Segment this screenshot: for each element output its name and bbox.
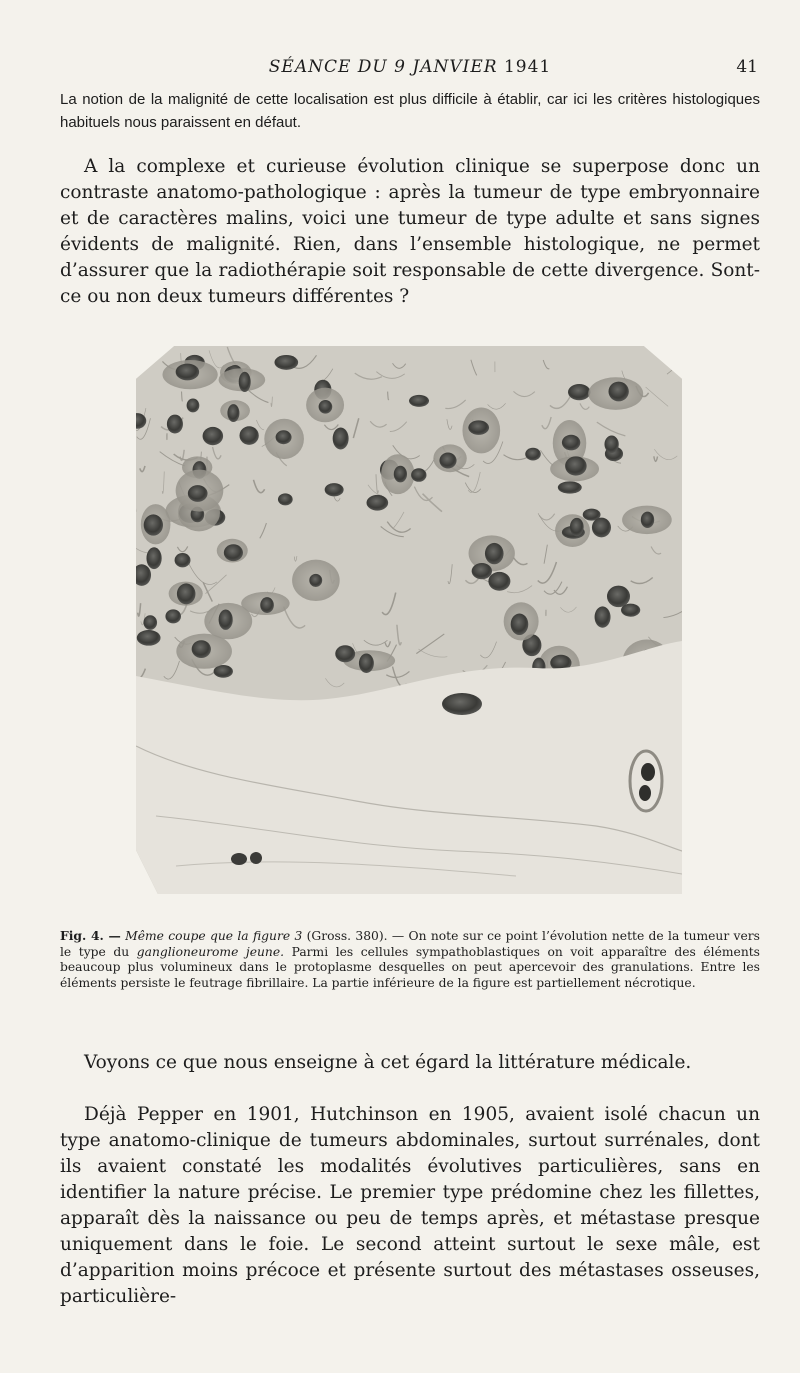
paragraph-pepper-hutchinson: Déjà Pepper en 1901, Hutchinson en 1905, avaient isolé chacun un type anatomo-clinique de tumeurs abdominales, surtout surrénales, dont ils avaient constaté les modalités évolutives particulières, sans en identifier la nature précise. Le premier type prédomine chez les fillettes, apparaît dès la naissance ou peu de temps après, et métastase presque uniquement dans le foie. Le second atteint surtout le sexe mâle, est d’apparition moins précoce et présente surtout des métastases osseuses, particulière-	[60, 1104, 760, 1307]
figure-caption	[60, 928, 760, 991]
running-title-year: 1941	[503, 57, 552, 77]
running-header	[60, 57, 760, 81]
paragraph-contraste: A la complexe et curieuse évolution clinique se superpose donc un contraste anatomo-pathologique : après la tumeur de type embryonnaire et de caractères malins, voici une tumeur de type adulte et sans signes évidents de malignité. Rien, dans l’ensemble histologique, ne permet d’assurer que la radiothérapie soit responsable de cette divergence. Sont-ce ou non deux tumeurs différentes ?	[60, 156, 760, 307]
running-title	[60, 57, 760, 77]
running-title-text: SÉANCE DU 9 JANVIER	[268, 57, 498, 77]
caption-magnification: (Gross. 380). —	[306, 929, 405, 943]
caption-term: ganglioneurome jeune.	[136, 944, 285, 959]
caption-reference: Même coupe que la figure 3	[125, 929, 303, 943]
figure-4-micrograph	[136, 346, 682, 894]
page-number: 41	[736, 57, 758, 77]
caption-text-2: Parmi les cellules sympathoblastiques on voit apparaître des éléments beaucoup plus volumineux dans le protoplasme desquelles on peut apercevoir des granulations. Entre les éléments persiste le feutrage fibrillaire. La partie inférieure de la figure est partiellement nécrotique.	[60, 944, 760, 990]
caption-text-1: On note sur ce point l’évolution nette de la tumeur vers le type du	[60, 929, 760, 959]
isolated-nucleus	[442, 693, 482, 715]
intro-paragraph: La notion de la malignité de cette localisation est plus difficile à établir, car ici les critères histologiques habituels nous paraissent en défaut.	[60, 91, 760, 131]
caption-lead: Fig. 4. —	[60, 928, 121, 943]
micrograph-image	[136, 346, 682, 894]
paragraph-litterature: Voyons ce que nous enseigne à cet égard la littérature médicale.	[84, 1052, 692, 1073]
